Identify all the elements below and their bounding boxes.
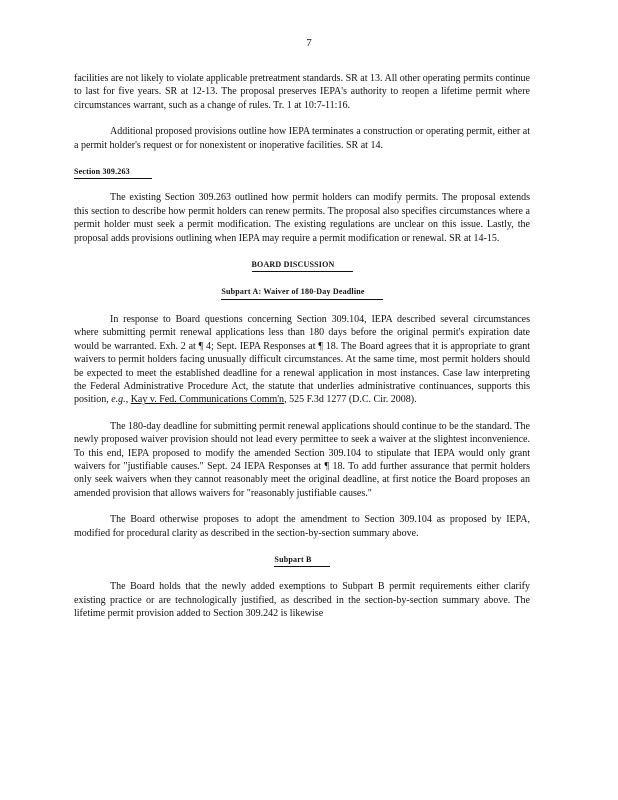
paragraph-waiver-response-citation: , 525 F.3d 1277 (D.C. Cir. 2008). <box>284 394 417 406</box>
paragraph-waiver-response <box>74 313 530 407</box>
paragraph-additional-provisions: Additional proposed provisions outline how IEPA terminates a construction or operating permit, either at a permit holder's request or for nonexistent or inoperative facilities. SR at 14. <box>74 126 530 151</box>
page-number: 7 <box>306 37 312 49</box>
subpart-a-heading <box>74 285 530 299</box>
paragraph-waiver-response-text: In response to Board questions concerning Section 309.104, IEPA described several circumstances where submitting permit renewal applications less than 180 days before the original permit's expiration date would be warranted. Exh. 2 at ¶ 4; Sept. IEPA Responses at ¶ 18. The Board agrees that it is appropriate to grant waivers to permit holders facing unusually difficult circumstances. At the same time, most permit holders should be expected to meet the established deadline for a renewal application in most instances. Case law interpreting the Federal Administrative Procedure Act, the statute that underlies administrative continuances, supports this position, <box>74 313 530 406</box>
case-citation: Kay v. Fed. Communications Comm'n <box>130 394 285 406</box>
citation-signal: e.g. <box>111 394 126 406</box>
section-heading-309-263 <box>74 165 530 179</box>
subpart-b-heading-text: Subpart B <box>274 553 329 567</box>
board-discussion-heading <box>74 258 530 272</box>
paragraph-180-day-deadline: The 180-day deadline for submitting permit renewal applications should continue to be the standard. The newly proposed waiver provision should not lead every permittee to seek a waiver at the slightest inconvenience. To this end, IEPA proposed to modify the amended Section 309.104 to stipulate that IEPA would only grant waivers for "justifiable causes." Sept. 24 IEPA Responses at ¶ 18. To add further assurance that permit holders only seek waivers when they cannot reasonably meet the original deadline, at first notice the Board proposes an amended provision that allows waivers for "reasonably justifiable causes." <box>74 420 530 499</box>
citation-separator: , <box>125 394 131 406</box>
subpart-a-heading-text: Subpart A: Waiver of 180-Day Deadline <box>221 285 382 299</box>
board-discussion-heading-text: BOARD DISCUSSION <box>252 258 353 272</box>
section-heading-309-263-text: Section 309.263 <box>74 165 152 179</box>
subpart-b-heading <box>74 553 530 567</box>
paragraph-facilities: facilities are not likely to violate applicable pretreatment standards. SR at 13. All other operating permits continue to last for five years. SR at 12-13. The proposal preserves IEPA's authority to reopen a lifetime permit where circumstances warrant, such as a change of rules. Tr. 1 at 10:7-11:16. <box>74 73 530 111</box>
page-content <box>74 72 530 634</box>
paragraph-section-309-263: The existing Section 309.263 outlined how permit holders can modify permits. The proposal extends this section to describe how permit holders can renew permits. The proposal also specifies circumstances where a permit holder must seek a permit modification. The existing regulations are unclear on this issue. Lastly, the proposal adds provisions outlining when IEPA may require a permit modification or renewal. SR at 14-15. <box>74 192 530 244</box>
paragraph-subpart-b: The Board holds that the newly added exemptions to Subpart B permit requirements either clarify existing practice or are technologically justified, as described in the section-by-section summary above. The lifetime permit provision added to Section 309.242 is likewise <box>74 581 530 620</box>
paragraph-board-adopts: The Board otherwise proposes to adopt the amendment to Section 309.104 as proposed by IEPA, modified for procedural clarity as described in the section-by-section summary above. <box>74 514 530 539</box>
